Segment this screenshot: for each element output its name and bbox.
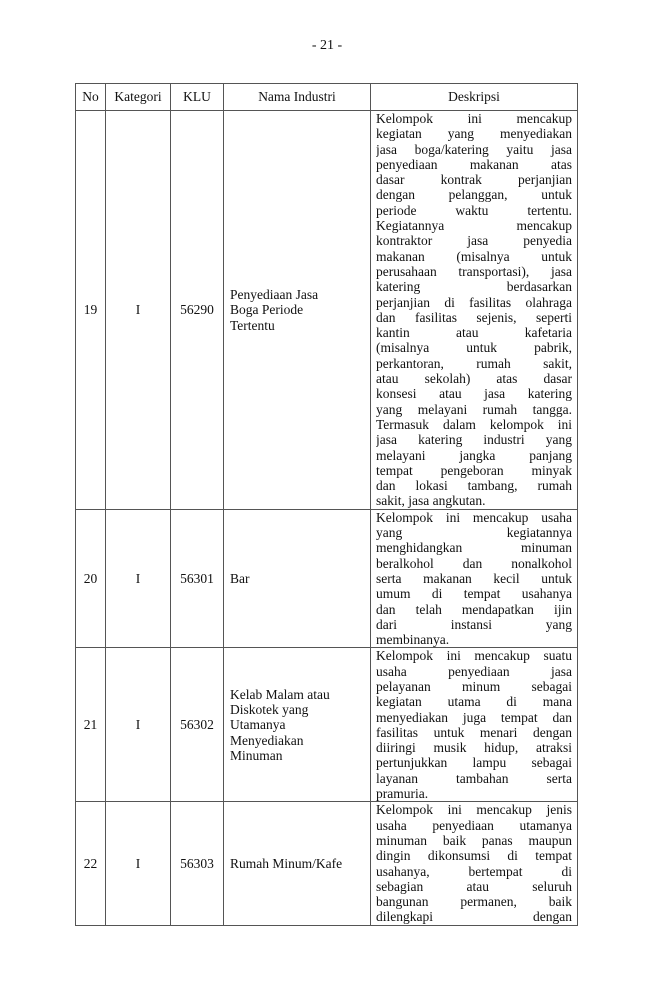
deskripsi-line: Kelompok ini mencakup usaha <box>376 509 572 525</box>
deskripsi-line: katering berdasarkan <box>376 279 572 295</box>
deskripsi-line: minuman baik panas maupun <box>376 832 572 848</box>
deskripsi-line: yang kegiatannya <box>376 525 572 541</box>
header-deskripsi: Deskripsi <box>371 84 578 111</box>
deskripsi-line: makanan (misalnya untuk <box>376 248 572 264</box>
deskripsi-line: layanan tambahan serta <box>376 770 572 786</box>
deskripsi-line: perusahaan transportasi), jasa <box>376 263 572 279</box>
nama-line: Bar <box>230 570 250 586</box>
deskripsi-line: dari instansi yang <box>376 616 572 632</box>
row-deskripsi <box>371 648 578 802</box>
table-row <box>76 648 578 802</box>
deskripsi-line: kegiatan utama di mana <box>376 694 572 710</box>
deskripsi-line: dilengkapi dengan <box>376 909 572 925</box>
deskripsi-line: usaha penyediaan jasa <box>376 663 572 679</box>
deskripsi-line: dan lokasi tambang, rumah <box>376 478 572 494</box>
nama-line: Minuman <box>230 747 283 763</box>
nama-line: Diskotek yang <box>230 701 309 717</box>
deskripsi-line: dasar kontrak perjanjian <box>376 172 572 188</box>
table-row <box>76 802 578 925</box>
deskripsi-line: jasa katering industri yang <box>376 432 572 448</box>
header-no: No <box>76 84 106 111</box>
deskripsi-line: (misalnya untuk pabrik, <box>376 340 572 356</box>
row-nama-industri <box>224 648 371 802</box>
deskripsi-line: jasa boga/katering yaitu jasa <box>376 141 572 157</box>
page-number: - 21 - <box>311 38 343 53</box>
row-number: 21 <box>76 648 106 802</box>
row-klu: 56290 <box>171 111 224 510</box>
row-klu: 56301 <box>171 509 224 648</box>
deskripsi-line: dan telah mendapatkan ijin <box>376 601 572 617</box>
deskripsi-line: perjanjian di fasilitas olahraga <box>376 294 572 310</box>
deskripsi-line: kontraktor jasa penyedia <box>376 233 572 249</box>
deskripsi-line: pramuria. <box>376 786 429 802</box>
deskripsi-line: umum di tempat usahanya <box>376 586 572 602</box>
deskripsi-line: tempat pengeboran minyak <box>376 462 572 478</box>
deskripsi-line: Kelompok ini mencakup suatu <box>376 648 572 664</box>
row-deskripsi <box>371 111 578 510</box>
header-klu: KLU <box>171 84 224 111</box>
row-kategori: I <box>106 802 171 925</box>
header-kategori: Kategori <box>106 84 171 111</box>
table-row <box>76 111 578 510</box>
header-nama-industri: Nama Industri <box>224 84 371 111</box>
row-nama-industri <box>224 111 371 510</box>
nama-line: Penyediaan Jasa <box>230 286 319 302</box>
deskripsi-line: bangunan permanen, baik <box>376 894 572 910</box>
row-deskripsi <box>371 802 578 925</box>
deskripsi-line: beralkohol dan nonalkohol <box>376 555 572 571</box>
deskripsi-line: atau sekolah) atas dasar <box>376 371 572 387</box>
row-nama-industri <box>224 802 371 925</box>
deskripsi-line: diiringi musik hidup, atraksi <box>376 740 572 756</box>
nama-line: Boga Periode <box>230 302 304 318</box>
deskripsi-line: pertunjukkan lampu sebagai <box>376 755 572 771</box>
row-number: 19 <box>76 111 106 510</box>
table-row <box>76 509 578 648</box>
deskripsi-line: sebagian atau seluruh <box>376 878 572 894</box>
row-kategori: I <box>106 509 171 648</box>
row-number: 22 <box>76 802 106 925</box>
deskripsi-line: Kelompok ini mencakup <box>376 111 572 126</box>
deskripsi-line: Kegiatannya mencakup <box>376 218 572 234</box>
row-klu: 56303 <box>171 802 224 925</box>
deskripsi-line: serta makanan kecil untuk <box>376 570 572 586</box>
deskripsi-line: menghidangkan minuman <box>376 540 572 556</box>
row-number: 20 <box>76 509 106 648</box>
row-klu: 56302 <box>171 648 224 802</box>
deskripsi-line: dan fasilitas sejenis, seperti <box>376 309 572 325</box>
row-deskripsi <box>371 509 578 648</box>
nama-line: Utamanya <box>230 717 286 733</box>
deskripsi-line: menyediakan juga tempat dan <box>376 709 572 725</box>
deskripsi-line: yang melayani rumah tangga. <box>376 401 572 417</box>
deskripsi-line: kantin atau kafetaria <box>376 325 572 341</box>
deskripsi-line: membinanya. <box>376 632 450 648</box>
deskripsi-line: Termasuk dalam kelompok ini <box>376 416 572 432</box>
deskripsi-line: penyediaan makanan atas <box>376 156 572 172</box>
deskripsi-line: pelayanan minum sebagai <box>376 678 572 694</box>
nama-line: Menyediakan <box>230 732 304 748</box>
nama-line: Tertentu <box>230 317 275 333</box>
industry-table <box>75 83 578 926</box>
deskripsi-line: usahanya, bertempat di <box>376 863 572 879</box>
deskripsi-line: usaha penyediaan utamanya <box>376 817 572 833</box>
deskripsi-line: dingin dikonsumsi di tempat <box>376 848 572 864</box>
table-header-row <box>76 84 578 111</box>
row-nama-industri <box>224 509 371 648</box>
deskripsi-line: melayani jangka panjang <box>376 447 572 463</box>
deskripsi-line: sakit, jasa angkutan. <box>376 493 486 509</box>
row-kategori: I <box>106 648 171 802</box>
row-kategori: I <box>106 111 171 510</box>
deskripsi-line: periode waktu tertentu. <box>376 202 572 218</box>
deskripsi-line: fasilitas untuk menari dengan <box>376 724 572 740</box>
nama-line: Kelab Malam atau <box>230 686 330 702</box>
deskripsi-line: Kelompok ini mencakup jenis <box>376 802 572 818</box>
deskripsi-line: dengan pelanggan, untuk <box>376 187 572 203</box>
deskripsi-line: perkantoran, rumah sakit, <box>376 355 572 371</box>
nama-line: Rumah Minum/Kafe <box>230 855 343 871</box>
deskripsi-line: kegiatan yang menyediakan <box>376 126 572 142</box>
deskripsi-line: konsesi atau jasa katering <box>376 386 572 402</box>
